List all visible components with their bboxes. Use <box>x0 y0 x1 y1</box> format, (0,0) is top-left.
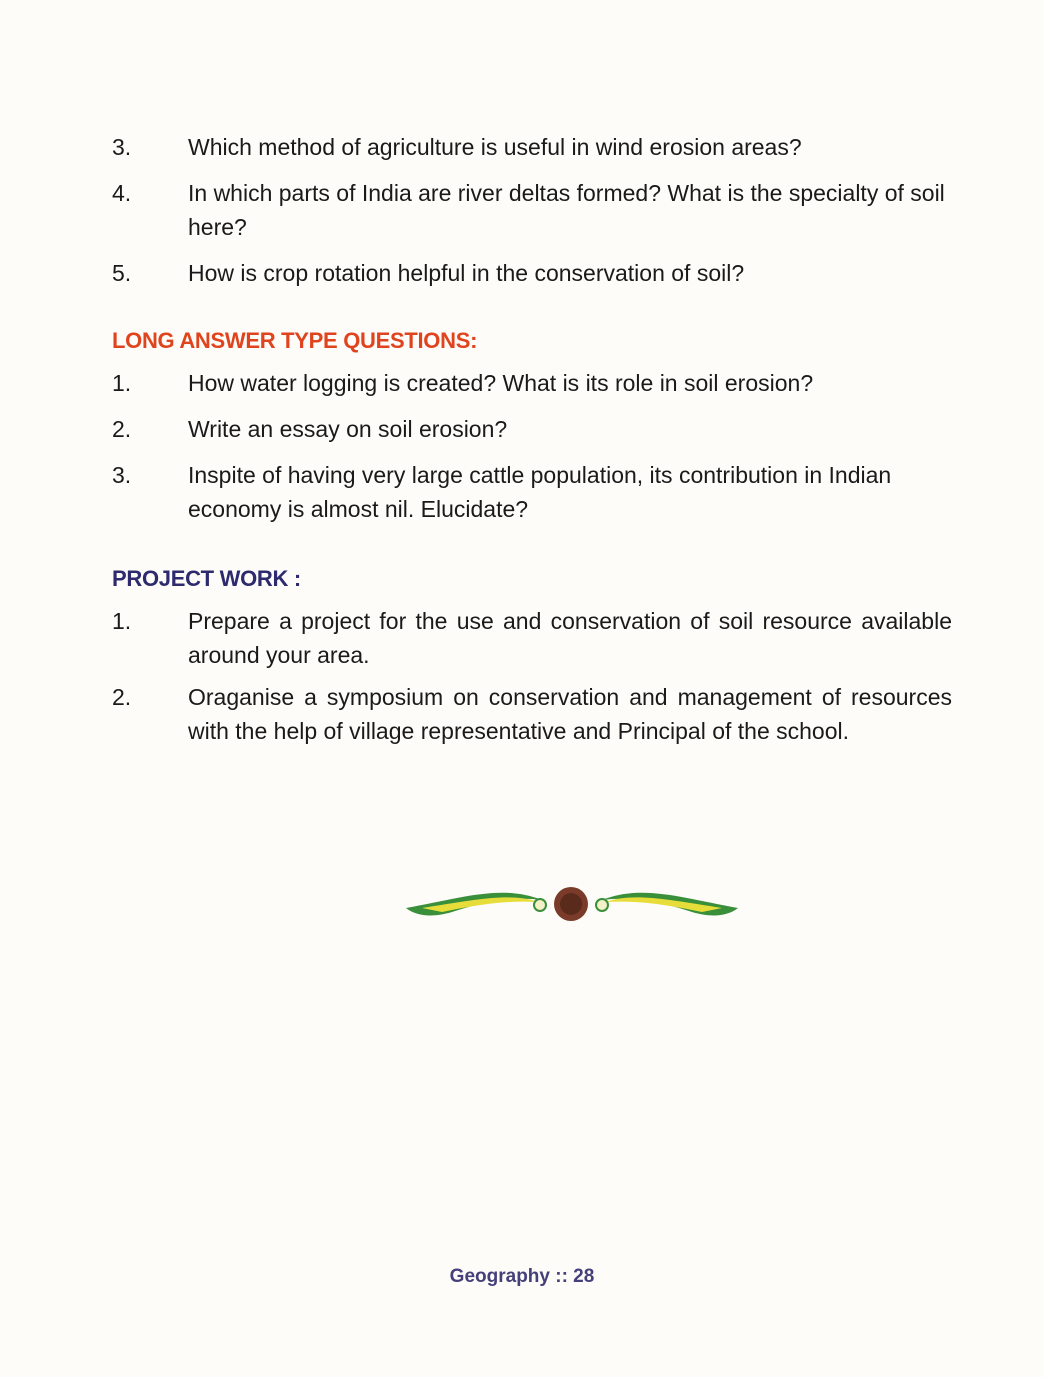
list-item <box>112 680 952 748</box>
item-number: 5. <box>112 260 132 286</box>
item-number: 3. <box>112 134 132 160</box>
item-text: Write an essay on soil erosion? <box>188 416 508 442</box>
page-footer: Geography :: 28 <box>449 1266 595 1287</box>
item-text: In which parts of India are river deltas formed? What is the specialty of soil here? <box>188 180 945 240</box>
item-text: How water logging is created? What is its role in soil erosion? <box>188 370 814 396</box>
item-number: 2. <box>112 416 132 442</box>
project-work-heading: PROJECT WORK : <box>112 566 301 591</box>
project-work-list <box>112 604 952 760</box>
list-item <box>112 366 952 400</box>
item-number: 4. <box>112 180 132 206</box>
list-item <box>112 604 952 672</box>
list-item <box>112 256 952 290</box>
long-answer-heading: LONG ANSWER TYPE QUESTIONS: <box>112 328 478 353</box>
item-text: How is crop rotation helpful in the conservation of soil? <box>188 260 745 286</box>
list-item <box>112 130 952 164</box>
item-number: 2. <box>112 684 132 710</box>
short-question-list <box>112 130 952 302</box>
long-question-list <box>112 366 952 538</box>
list-item <box>112 412 952 446</box>
item-text: Prepare a project for the use and conservation of soil resource available around your area. <box>188 608 952 668</box>
list-item <box>112 176 952 244</box>
item-text: Inspite of having very large cattle population, its contribution in Indian economy is almost nil. Elucidate? <box>188 462 892 522</box>
list-item <box>112 458 952 526</box>
decorative-divider-icon <box>402 878 742 930</box>
item-number: 3. <box>112 462 132 488</box>
item-text: Which method of agriculture is useful in wind erosion areas? <box>188 134 802 160</box>
item-number: 1. <box>112 370 132 396</box>
item-text: Oraganise a symposium on conservation and management of resources with the help of village representative and Principal of the school. <box>188 684 952 744</box>
item-number: 1. <box>112 608 132 634</box>
